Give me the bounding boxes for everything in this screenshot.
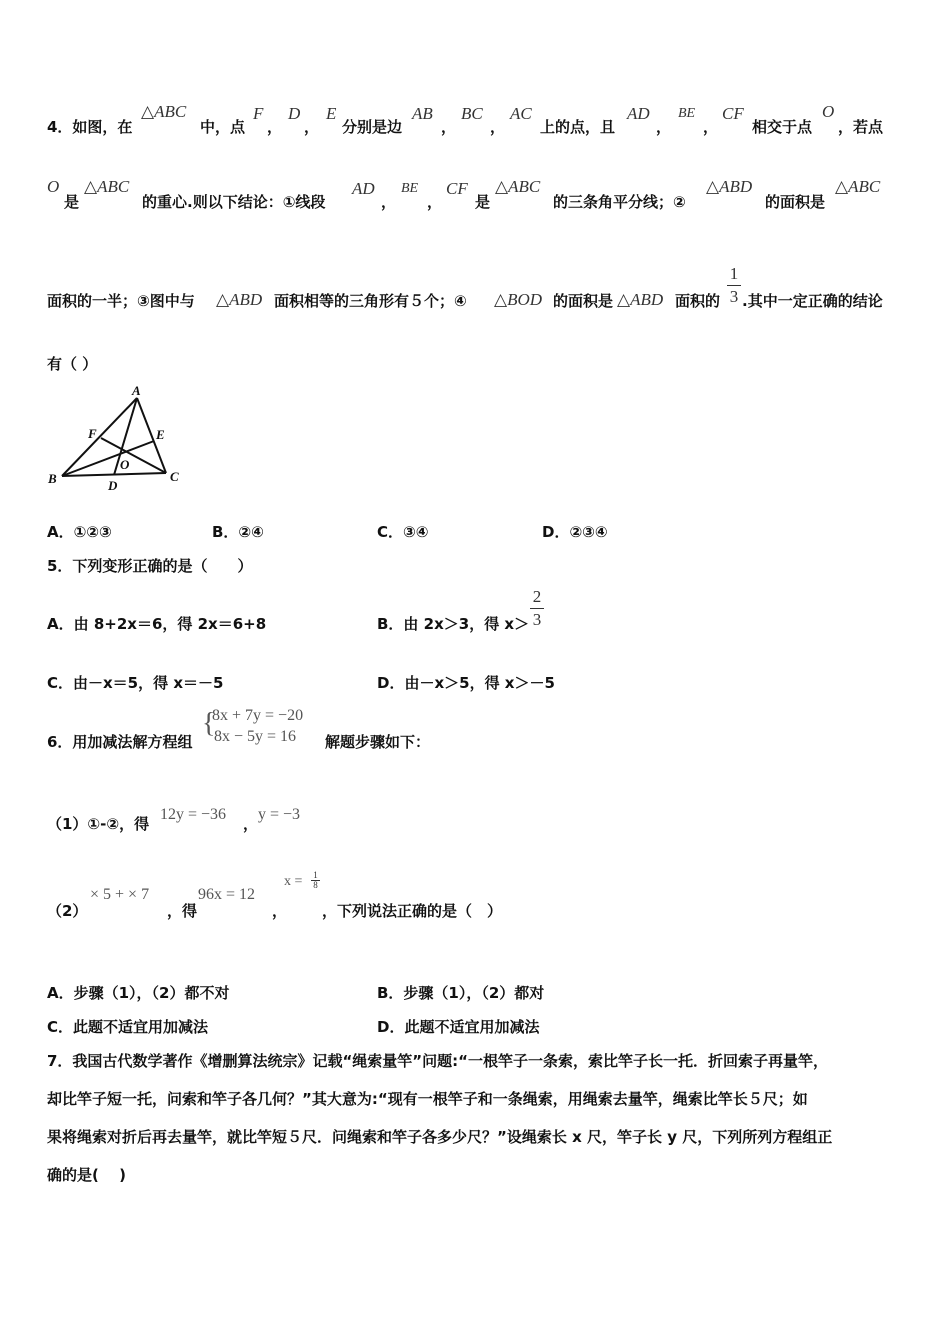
fraction-one-eighth — [311, 871, 320, 890]
q4-text: 面积的 — [675, 292, 721, 310]
q4-text: 上的点，且 — [540, 118, 616, 136]
label-b: B — [48, 471, 57, 486]
q7-line-1: 7．我国古代数学著作《增删算法统宗》记载“绳索量竿”问题:“一根竿子一条索，索比竿子长一托．折回索子再量竿， — [47, 1052, 829, 1070]
q6-option-a[interactable]: A．步骤（1），（2）都不对 — [47, 984, 230, 1002]
q4-text: ， — [427, 193, 443, 211]
q5-stem: 5．下列变形正确的是（ ） — [47, 557, 253, 575]
q4-text: ， — [490, 118, 506, 136]
label-c: C — [170, 469, 179, 484]
brace-icon: { — [202, 708, 216, 739]
q4-text: 的面积是 — [765, 193, 826, 211]
step2-x: x = — [284, 874, 303, 889]
q4-option-c[interactable]: C．③④ — [377, 523, 429, 541]
q4-text: .其中一定正确的结论 — [742, 292, 883, 310]
math-triangle-abc: △ABC — [495, 177, 541, 196]
q6-option-c[interactable]: C．此题不适宜用加减法 — [47, 1018, 209, 1036]
q4-text: ，若点 — [838, 118, 884, 136]
math-triangle-abc: △ABC — [84, 177, 130, 196]
math-o: O — [47, 177, 60, 196]
fraction-numerator: 1 — [729, 264, 739, 283]
label-f: F — [88, 426, 97, 441]
q4-line1-number: 4．如图，在 — [47, 118, 133, 136]
q4-text: ， — [304, 118, 320, 136]
q4-option-a[interactable]: A．①②③ — [47, 523, 112, 541]
q4-text: ， — [381, 193, 397, 211]
math-d: D — [288, 104, 301, 123]
math-o: O — [822, 102, 835, 121]
q4-text: 面积的一半；③图中与 — [47, 292, 195, 310]
step1-equation: 12y = −36 — [160, 806, 227, 823]
q6-text: ， — [272, 902, 288, 920]
math-f: F — [253, 104, 264, 123]
q4-option-d[interactable]: D．②③④ — [542, 523, 608, 541]
fraction-numerator: 2 — [532, 587, 542, 606]
q6-text: ，得 — [167, 902, 198, 920]
fraction-one-third — [727, 264, 741, 307]
math-cf: CF — [722, 104, 744, 123]
math-triangle-bod: △BOD — [494, 290, 543, 309]
math-bc: BC — [461, 104, 483, 123]
triangle-figure — [44, 383, 189, 495]
math-be: BE — [678, 106, 696, 121]
fraction-denominator: 3 — [729, 287, 739, 306]
q4-text: 中，点 — [200, 118, 246, 136]
q7-line-3: 果将绳索对折后再去量竿，就比竿短５尺．问绳索和竿子各多少尺？”设绳索长 x 尺，竿子长 y 尺，下列所列方程组正 — [47, 1128, 833, 1146]
q6-step2: （2） — [47, 902, 88, 920]
math-e: E — [326, 104, 337, 123]
q7-line-4: 确的是( ) — [47, 1166, 126, 1184]
q4-text: 面积相等的三角形有５个；④ — [274, 292, 467, 310]
q4-text: 相交于点 — [752, 118, 813, 136]
q4-text: ， — [703, 118, 719, 136]
math-triangle-abc: △ABC — [141, 102, 187, 121]
q4-text: 是 — [475, 193, 491, 211]
q4-text: ， — [441, 118, 457, 136]
q5-option-c[interactable]: C．由－x＝5，得 x＝－5 — [47, 674, 224, 692]
fraction-bar — [727, 285, 741, 286]
segment-cf — [101, 438, 166, 473]
q6-text: 解题步骤如下： — [325, 733, 431, 751]
math-triangle-abd: △ABD — [617, 290, 664, 309]
label-e: E — [156, 427, 165, 442]
fraction-denominator: 8 — [313, 880, 318, 890]
q4-text: 的面积是 — [553, 292, 614, 310]
equation-1: 8x + 7y = −20 — [212, 707, 304, 724]
fraction-bar — [530, 608, 544, 609]
fraction-two-thirds — [530, 587, 544, 630]
step2-operation: × 5 + × 7 — [90, 886, 150, 903]
q6-option-d[interactable]: D．此题不适宜用加减法 — [377, 1018, 540, 1036]
step1-result: y = −3 — [258, 806, 301, 823]
q6-option-b[interactable]: B．步骤（1），（2）都对 — [377, 984, 545, 1002]
q4-text: 是 — [64, 193, 80, 211]
label-o: O — [120, 457, 130, 472]
label-a: A — [132, 383, 141, 398]
label-d: D — [108, 478, 118, 493]
q4-text: 的三条角平分线；② — [553, 193, 686, 211]
math-be: BE — [401, 181, 419, 196]
q5-option-b[interactable]: B．由 2x＞3，得 x＞ — [377, 615, 530, 633]
fraction-denominator: 3 — [532, 610, 542, 629]
q4-text: 有（ ） — [47, 355, 98, 373]
fraction-numerator: 1 — [313, 870, 318, 880]
q6-text: ， — [243, 815, 259, 833]
q6-text: ，下列说法正确的是（ ） — [322, 902, 503, 920]
q4-option-b[interactable]: B．②④ — [212, 523, 264, 541]
math-ab: AB — [412, 104, 433, 123]
math-ac: AC — [510, 104, 532, 123]
step2-equation: 96x = 12 — [198, 886, 256, 903]
q4-text: 分别是边 — [342, 118, 403, 136]
math-ad: AD — [352, 179, 375, 198]
math-triangle-abd: △ABD — [216, 290, 263, 309]
q4-text: ， — [656, 118, 672, 136]
math-triangle-abd: △ABD — [706, 177, 753, 196]
math-ad: AD — [627, 104, 650, 123]
equation-2: 8x − 5y = 16 — [214, 728, 297, 745]
q6-step1: （1）①-②，得 — [47, 815, 150, 833]
math-triangle-abc: △ABC — [835, 177, 881, 196]
q4-text: ， — [267, 118, 283, 136]
q5-option-a[interactable]: A．由 8+2x＝6，得 2x＝6+8 — [47, 615, 267, 633]
q6-stem: 6．用加减法解方程组 — [47, 733, 193, 751]
math-cf: CF — [446, 179, 468, 198]
q4-text: 的重心.则以下结论：①线段 — [142, 193, 326, 211]
q7-line-2: 却比竿子短一托，问索和竿子各几何？”其大意为:“现有一根竿子和一条绳索，用绳索去量竿，绳索比竿长５尺；如 — [47, 1090, 808, 1108]
q5-option-d[interactable]: D．由－x＞5，得 x＞－5 — [377, 674, 555, 692]
